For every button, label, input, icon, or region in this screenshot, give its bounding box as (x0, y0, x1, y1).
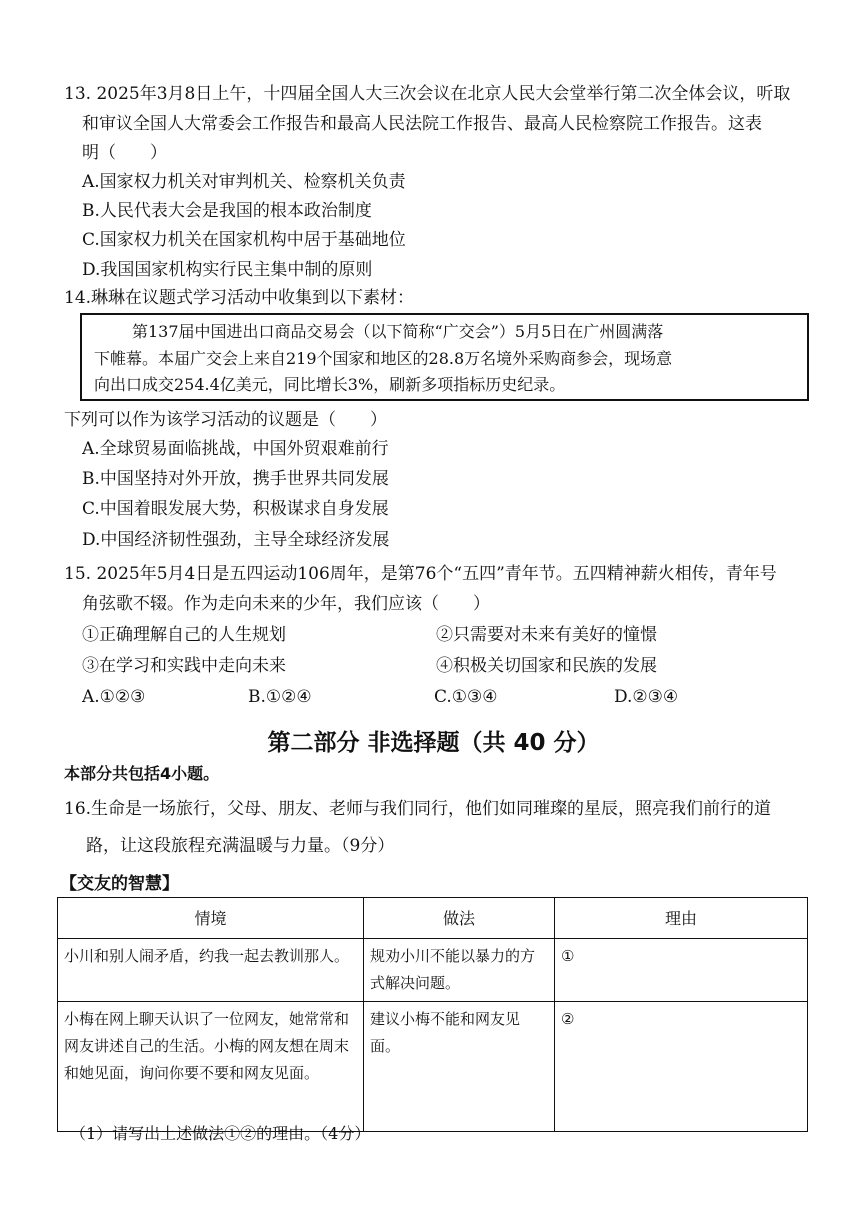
q15-stem-line2: 角弦歌不辍。作为走向未来的少年，我们应该（ ） (82, 594, 490, 614)
q16-table-title: 【交友的智慧】 (60, 874, 179, 894)
q13-option-d: D.我国国家机构实行民主集中制的原则 (82, 260, 373, 280)
q15-item-3: ③在学习和实践中走向未来 (82, 656, 286, 676)
q16-stem-line2: 路，让这段旅程充满温暖与力量。（9分） (86, 836, 395, 856)
q15-choice-d: D.②③④ (614, 687, 679, 707)
q14-option-b: B.中国坚持对外开放，携手世界共同发展 (82, 469, 389, 489)
q14-option-a: A.全球贸易面临挑战，中国外贸艰难前行 (82, 439, 389, 459)
part2-title: 第二部分 非选择题（共 40 分） (267, 730, 600, 756)
q13-stem-line3: 明（ ） (82, 143, 167, 163)
q15-item-4: ④积极关切国家和民族的发展 (436, 656, 657, 676)
q14-material-line2: 下帷幕。本届广交会上来自219个国家和地区的28.8万名境外采购商参会，现场意 (94, 349, 673, 368)
q14-material-line3: 向出口成交254.4亿美元，同比增长3%，刷新多项指标历史纪录。 (94, 375, 566, 394)
q14-option-c: C.中国着眼发展大势，积极谋求自身发展 (82, 499, 389, 519)
header-reason: 理由 (555, 898, 808, 939)
q15-choice-c: C.①③④ (434, 687, 498, 707)
q14-material-box (80, 313, 809, 401)
q14-question: 下列可以作为该学习活动的议题是（ ） (64, 410, 387, 430)
q13-option-a: A.国家权力机关对审判机关、检察机关负责 (82, 172, 406, 192)
q16-stem-line1: 16.生命是一场旅行，父母、朋友、老师与我们同行，他们如同璀璨的星辰，照亮我们前行的道 (64, 799, 772, 819)
row2-reason-answer-cell[interactable]: ② (555, 1002, 808, 1132)
q15-choice-b: B.①②④ (248, 687, 312, 707)
q15-item-1: ①正确理解自己的人生规划 (82, 625, 286, 645)
q14-stem: 14.琳琳在议题式学习活动中收集到以下素材： (64, 288, 415, 308)
table-row (58, 1002, 808, 1132)
row2-approach: 建议小梅不能和网友见面。 (364, 1002, 555, 1132)
q13-option-c: C.国家权力机关在国家机构中居于基础地位 (82, 230, 406, 250)
q15-item-2: ②只需要对未来有美好的憧憬 (436, 625, 657, 645)
row2-situation: 小梅在网上聊天认识了一位网友，她常常和网友讲述自己的生活。小梅的网友想在周末和她见面，询问你要不要和网友见面。 (58, 1002, 364, 1132)
q13-option-b: B.人民代表大会是我国的根本政治制度 (82, 201, 372, 221)
row1-reason-answer-cell[interactable]: ① (555, 939, 808, 1002)
row1-situation: 小川和别人闹矛盾，约我一起去教训那人。 (58, 939, 364, 1002)
q13-stem-line1: 13. 2025年3月8日上午，十四届全国人大三次会议在北京人民大会堂举行第二次全体会议，听取 (64, 84, 791, 104)
q16-subquestion-1: （1）请写出上述做法①②的理由。（4分） (70, 1124, 371, 1143)
table-header-row (58, 898, 808, 939)
q13-stem-line2: 和审议全国人大常委会工作报告和最高人民法院工作报告、最高人民检察院工作报告。这表 (82, 114, 762, 134)
q15-choice-a: A.①②③ (82, 687, 146, 707)
row1-approach: 规劝小川不能以暴力的方式解决问题。 (364, 939, 555, 1002)
header-approach: 做法 (364, 898, 555, 939)
table-row (58, 939, 808, 1002)
friendship-table (57, 897, 808, 1132)
header-situation: 情境 (58, 898, 364, 939)
part2-note: 本部分共包括4小题。 (64, 764, 220, 783)
q15-stem-line1: 15. 2025年5月4日是五四运动106周年，是第76个“五四”青年节。五四精神薪火相传，青年号 (64, 564, 777, 584)
q14-material-line1: 第137届中国进出口商品交易会（以下简称“广交会”）5月5日在广州圆满落 (132, 322, 664, 341)
q14-option-d: D.中国经济韧性强劲，主导全球经济发展 (82, 530, 390, 550)
